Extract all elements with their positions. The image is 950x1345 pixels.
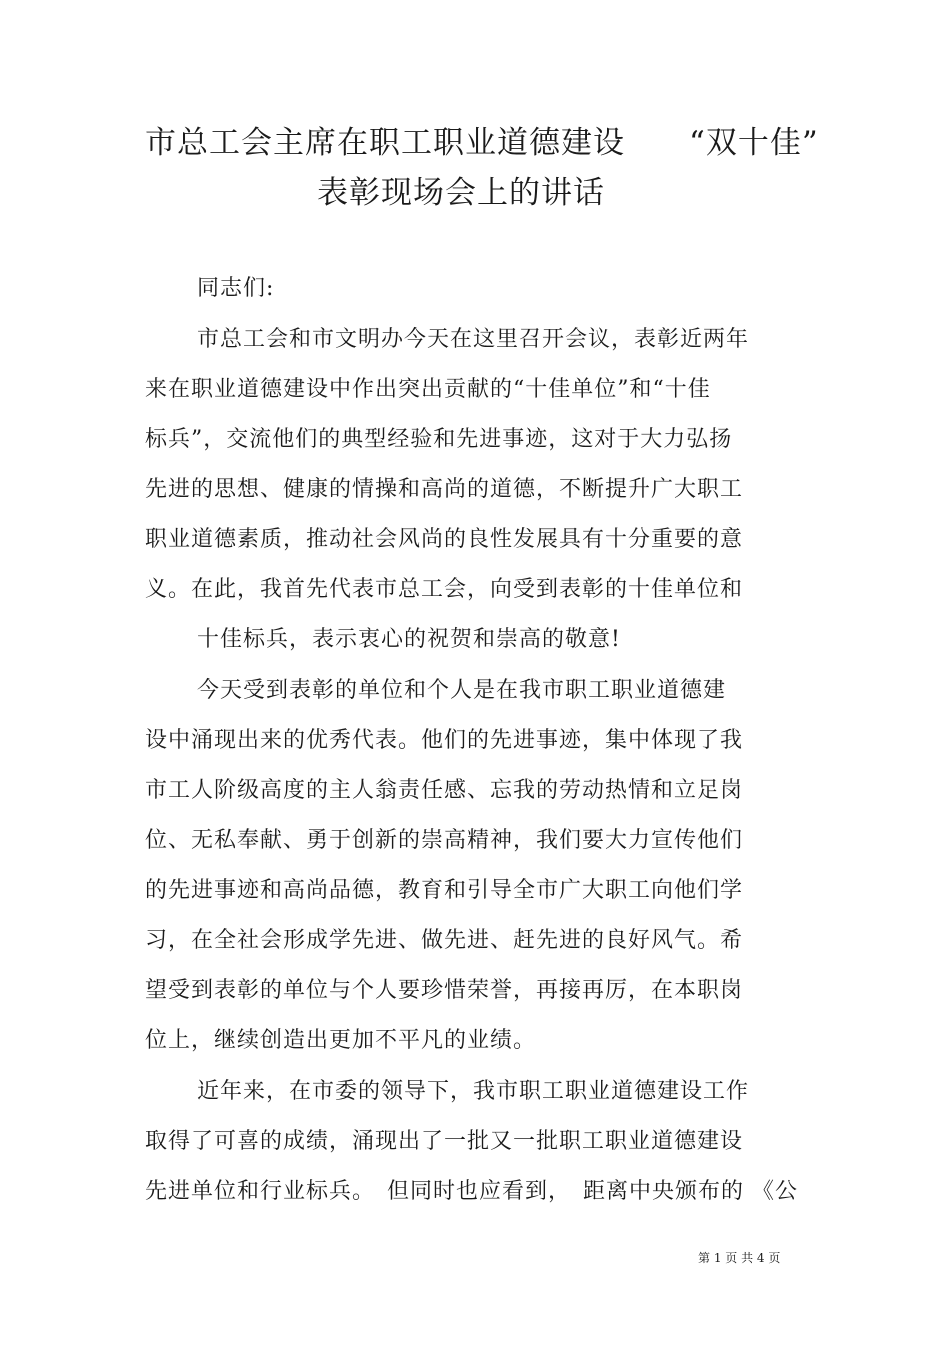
paragraph-line: 位上，继续创造出更加不平凡的业绩。: [145, 1028, 537, 1053]
paragraph-line: 的先进事迹和高尚品德，教育和引导全市广大职工向他们学: [145, 878, 744, 903]
paragraph-line: 标兵”，交流他们的典型经验和先进事迹，这对于大力弘扬: [145, 427, 733, 452]
paragraph-line: 望受到表彰的单位与个人要珍惜荣誉，再接再厉，在本职岗: [145, 978, 744, 1003]
paragraph-line: 十佳标兵，表示衷心的祝贺和崇高的敬意!: [197, 627, 621, 652]
paragraph-line: 习，在全社会形成学先进、做先进、赶先进的良好风气。希: [145, 928, 744, 953]
salutation: 同志们:: [197, 276, 275, 301]
paragraph-line: 设中涌现出来的优秀代表。他们的先进事迹，集中体现了我: [145, 728, 744, 753]
paragraph-line: 市总工会和市文明办今天在这里召开会议，表彰近两年: [197, 327, 750, 352]
paragraph-line: 位、无私奉献、勇于创新的崇高精神，我们要大力宣传他们: [145, 828, 744, 853]
paragraph-line: 来在职业道德建设中作出突出贡献的“十佳单位”和“十佳: [145, 377, 711, 402]
paragraph-line: 先进单位和行业标兵。 但同时也应看到， 距离中央颁布的 《公: [145, 1179, 798, 1204]
title-line-2: 表彰现场会上的讲话: [317, 175, 605, 211]
paragraph-line: 义。在此，我首先代表市总工会，向受到表彰的十佳单位和: [145, 577, 744, 602]
paragraph-line: 先进的思想、健康的情操和高尚的道德，不断提升广大职工: [145, 477, 744, 502]
paragraph-line: 市工人阶级高度的主人翁责任感、忘我的劳动热情和立足岗: [145, 778, 744, 803]
page-number-footer: 第 1 页 共 4 页: [698, 1251, 781, 1265]
title-line-1: 市总工会主席在职工职业道德建设 “双十佳”: [145, 125, 819, 161]
paragraph-line: 取得了可喜的成绩，涌现出了一批又一批职工职业道德建设: [145, 1129, 744, 1154]
paragraph-line: 近年来，在市委的领导下，我市职工职业道德建设工作: [197, 1079, 750, 1104]
paragraph-line: 职业道德素质，推动社会风尚的良性发展具有十分重要的意: [145, 527, 744, 552]
paragraph-line: 今天受到表彰的单位和个人是在我市职工职业道德建: [197, 678, 727, 703]
